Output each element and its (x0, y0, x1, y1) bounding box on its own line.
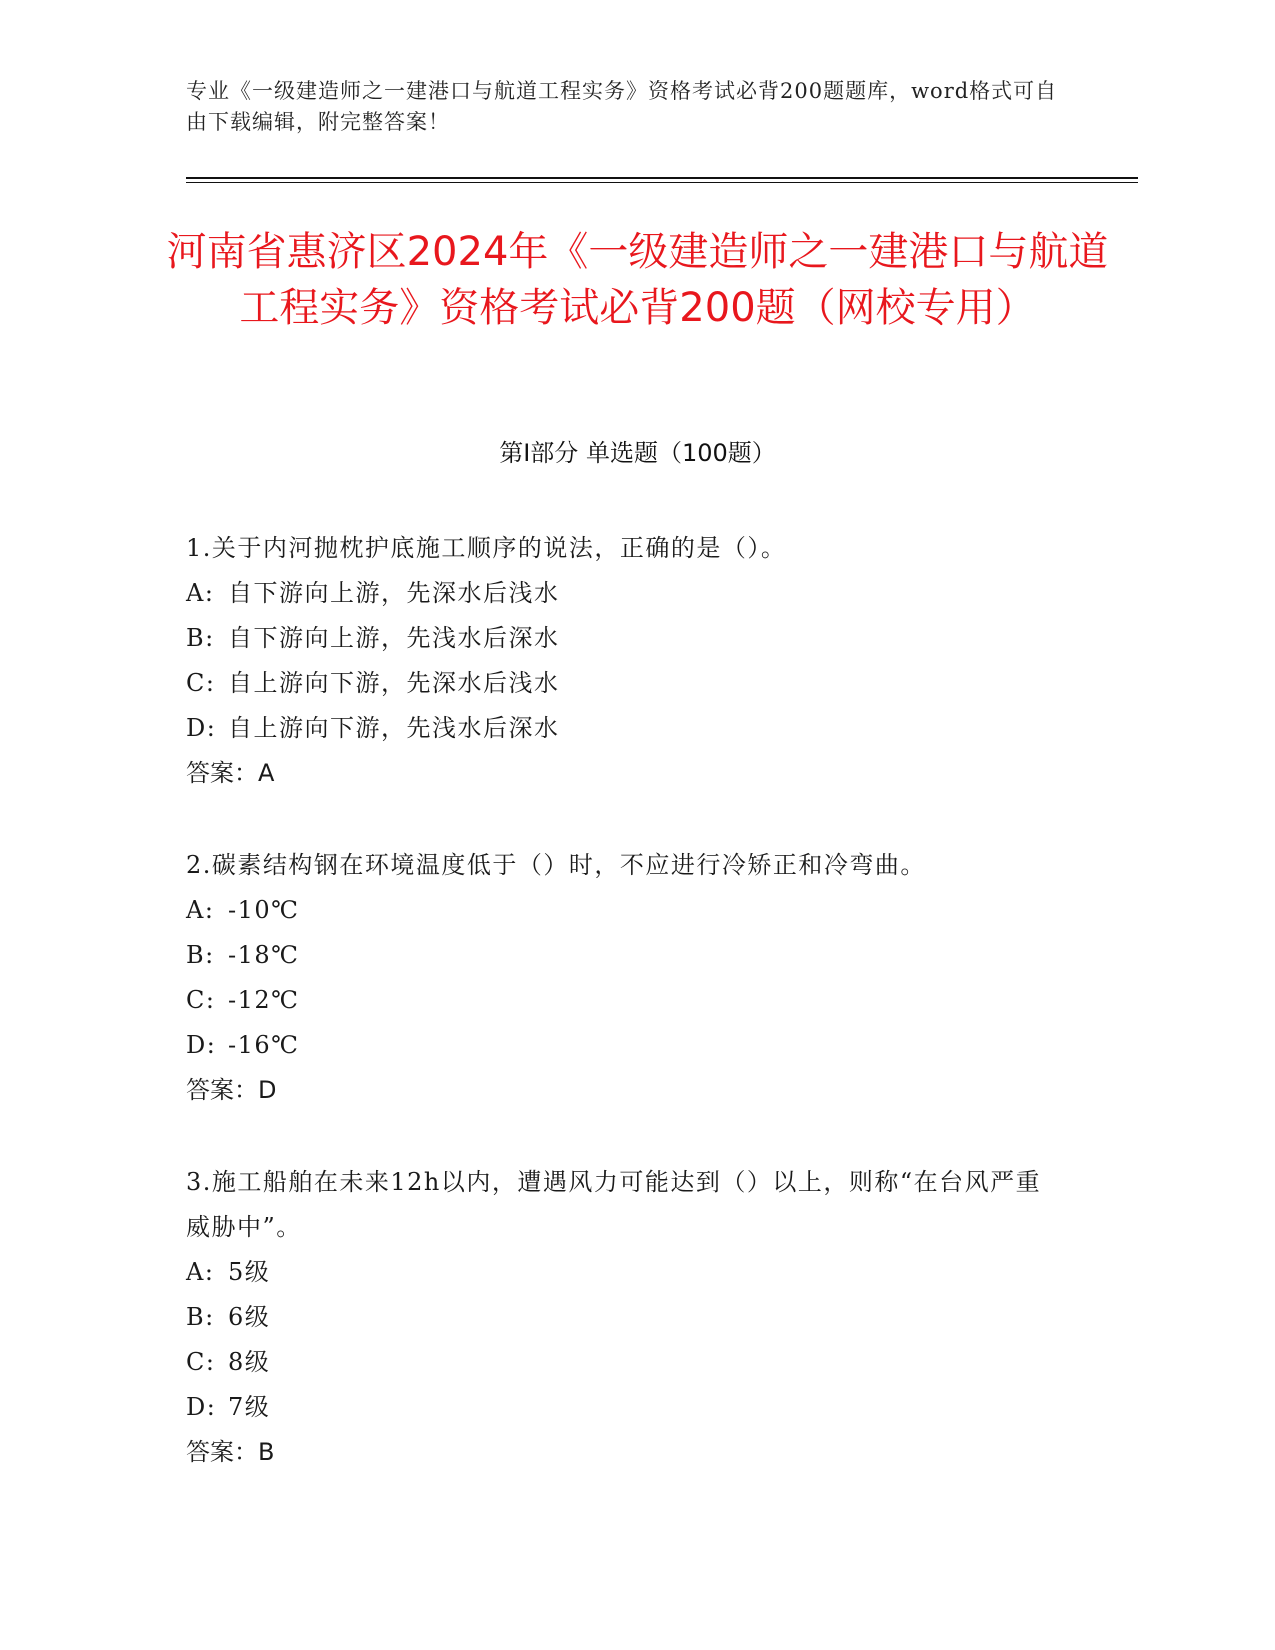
option-d (186, 1385, 1066, 1430)
question-stem: 3.施工船舶在未来12h以内，遭遇风力可能达到（）以上，则称“在台风严重威胁中”。 (186, 1168, 1042, 1241)
option-text: 自下游向上游，先深水后浅水 (228, 579, 560, 607)
answer-line: 答案：B (186, 1438, 275, 1466)
option-a (186, 571, 1066, 616)
option-b (186, 1295, 1066, 1340)
option-text: 8级 (228, 1348, 271, 1376)
option-text: -18℃ (228, 941, 300, 969)
option-d (186, 1023, 1066, 1068)
option-key: C: (186, 1348, 216, 1376)
option-key: B: (186, 624, 215, 652)
option-key: C: (186, 986, 216, 1014)
question-item (186, 526, 1066, 796)
option-text: -10℃ (228, 896, 300, 924)
option-c (186, 1340, 1066, 1385)
option-text: 7级 (228, 1393, 271, 1421)
option-text: -12℃ (228, 986, 300, 1014)
option-key: B: (186, 941, 215, 969)
header-divider-thin (186, 182, 1138, 183)
option-key: D: (186, 1031, 217, 1059)
option-text: 自上游向下游，先浅水后深水 (228, 714, 560, 742)
option-a (186, 888, 1066, 933)
option-text: 5级 (228, 1258, 271, 1286)
option-key: B: (186, 1303, 215, 1331)
section-heading: 第I部分 单选题（100题） (499, 439, 776, 467)
document-title: 河南省惠济区2024年《一级建造师之一建港口与航道工程实务》资格考试必背200题（网校专用） (166, 229, 1109, 331)
option-key: A: (186, 896, 215, 924)
option-key: A: (186, 579, 215, 607)
option-c (186, 978, 1066, 1023)
option-b (186, 616, 1066, 661)
header-intro-text: 专业《一级建造师之一建港口与航道工程实务》资格考试必背200题题库，word格式可自由下载编辑，附完整答案！ (186, 79, 1058, 134)
question-item (186, 1160, 1066, 1475)
option-text: 自上游向下游，先深水后浅水 (228, 669, 560, 697)
option-text: 自下游向上游，先浅水后深水 (228, 624, 560, 652)
option-text: -16℃ (228, 1031, 300, 1059)
option-key: C: (186, 669, 216, 697)
option-c (186, 661, 1066, 706)
option-text: 6级 (228, 1303, 271, 1331)
option-d (186, 706, 1066, 751)
question-stem: 2.碳素结构钢在环境温度低于（）时，不应进行冷矫正和冷弯曲。 (186, 851, 926, 879)
question-stem: 1.关于内河抛枕护底施工顺序的说法，正确的是（）。 (186, 534, 787, 562)
question-item (186, 843, 1066, 1113)
option-a (186, 1250, 1066, 1295)
answer-line: 答案：D (186, 1076, 277, 1104)
header-divider-thick (186, 177, 1138, 179)
option-b (186, 933, 1066, 978)
question-list (186, 526, 1066, 1522)
option-key: A: (186, 1258, 215, 1286)
option-key: D: (186, 1393, 217, 1421)
option-key: D: (186, 714, 217, 742)
answer-line: 答案：A (186, 759, 275, 787)
